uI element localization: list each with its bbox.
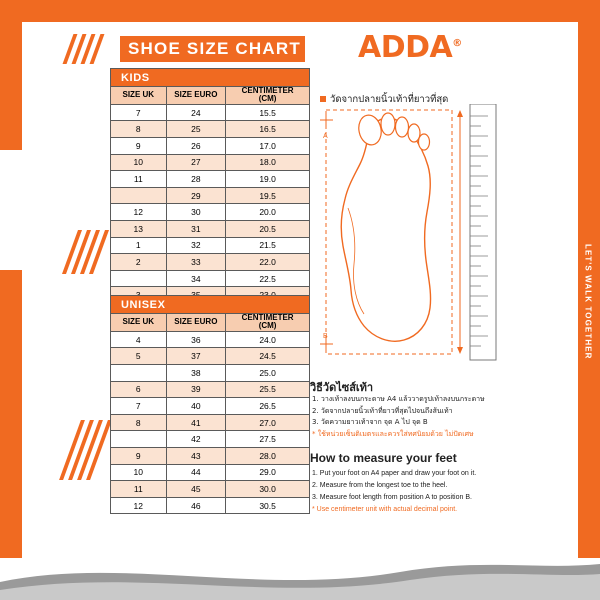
svg-text:A: A: [323, 133, 328, 140]
table-cell: 25.5: [226, 381, 310, 398]
table-row: [111, 364, 310, 381]
howto-en-note: * Use centimeter unit with actual decimal point.: [312, 505, 458, 513]
table-cell: 22.0: [226, 254, 310, 271]
table-row: [111, 104, 310, 121]
table-cell: 11: [111, 171, 167, 188]
table-row: [111, 398, 310, 415]
table-row: [111, 137, 310, 154]
table-cell: 13: [111, 220, 167, 237]
howto-steps-en: [312, 468, 522, 516]
table-cell: 33: [166, 254, 226, 271]
table-cell: 7: [111, 104, 167, 121]
table-cell: 6: [111, 381, 167, 398]
unisex-table-body: [111, 296, 310, 514]
table-cell: 44: [166, 464, 226, 481]
table-row: [111, 187, 310, 204]
table-header-row: [111, 314, 310, 332]
table-cell: 43: [166, 447, 226, 464]
table-row: [111, 121, 310, 138]
column-header: SIZE EURO: [166, 314, 226, 332]
table-cell: 40: [166, 398, 226, 415]
foot-caption-text: วัดจากปลายนิ้วเท้าที่ยาวที่สุด: [330, 94, 449, 105]
frame-top-bar: [0, 0, 600, 22]
table-cell: 29: [166, 187, 226, 204]
frame-left-notch: [0, 150, 22, 270]
table-cell: 24.0: [226, 331, 310, 348]
column-header: CENTIMETER (CM): [226, 314, 310, 332]
table-row: [111, 154, 310, 171]
table-row: [111, 220, 310, 237]
howto-th-step: 3. วัดความยาวเท้าจาก จุด A ไป จุด B: [312, 418, 428, 427]
column-header: CENTIMETER (CM): [226, 87, 310, 105]
table-cell: [111, 364, 167, 381]
table-cell: 28: [166, 171, 226, 188]
table-cell: 27.0: [226, 414, 310, 431]
table-row: [111, 481, 310, 498]
table-cell: 9: [111, 447, 167, 464]
frame-left-bar: [0, 0, 22, 560]
table-cell: 22.5: [226, 270, 310, 287]
table-header-row: [111, 87, 310, 105]
column-header: SIZE UK: [111, 87, 167, 105]
table-row: [111, 464, 310, 481]
table-row: [111, 171, 310, 188]
table-cell: 2: [111, 254, 167, 271]
registered-mark: ®: [452, 38, 462, 49]
table-cell: 27.5: [226, 431, 310, 448]
table-cell: 42: [166, 431, 226, 448]
table-row: [111, 254, 310, 271]
table-cell: 1: [111, 237, 167, 254]
page-title: SHOE SIZE CHART: [128, 39, 301, 58]
square-bullet-icon: [320, 96, 326, 102]
footer-wave: [0, 552, 600, 600]
howto-title-th: วิธีวัดไซส์เท้า: [310, 381, 374, 394]
table-cell: 30.5: [226, 497, 310, 514]
table-cell: 11: [111, 481, 167, 498]
table-category-label: UNISEX: [111, 296, 310, 314]
table-row: [111, 204, 310, 221]
table-cell: 24.5: [226, 348, 310, 365]
table-cell: 26: [166, 137, 226, 154]
column-header: SIZE UK: [111, 314, 167, 332]
stripe-decoration-mid-left: [70, 230, 110, 274]
table-cell: 39: [166, 381, 226, 398]
table-cell: 37: [166, 348, 226, 365]
table-cell: 12: [111, 497, 167, 514]
table-row: [111, 431, 310, 448]
table-row: [111, 348, 310, 365]
table-cell: 34: [166, 270, 226, 287]
table-cell: 36: [166, 331, 226, 348]
table-row: [111, 270, 310, 287]
table-cell: 31: [166, 220, 226, 237]
kids-table-body: [111, 69, 310, 304]
column-header: SIZE EURO: [166, 87, 226, 105]
table-cell: 15.5: [226, 104, 310, 121]
table-category-label: KIDS: [111, 69, 310, 87]
kids-size-table: [110, 68, 310, 304]
table-cell: [111, 270, 167, 287]
table-cell: 38: [166, 364, 226, 381]
table-cell: 12: [111, 204, 167, 221]
table-cell: 24: [166, 104, 226, 121]
table-cell: 28.0: [226, 447, 310, 464]
table-category-row: [111, 69, 310, 87]
table-cell: 30: [166, 204, 226, 221]
table-cell: 45: [166, 481, 226, 498]
table-cell: 19.5: [226, 187, 310, 204]
table-cell: 29.0: [226, 464, 310, 481]
howto-en-step: 1. Put your foot on A4 paper and draw your foot on it.: [312, 470, 477, 477]
table-row: [111, 497, 310, 514]
table-cell: 17.0: [226, 137, 310, 154]
howto-steps-th: [312, 394, 512, 440]
table-cell: 20.5: [226, 220, 310, 237]
table-cell: 16.5: [226, 121, 310, 138]
howto-en-step: 2. Measure from the longest toe to the heel.: [312, 481, 448, 489]
stripe-decoration-top-left: [68, 34, 108, 64]
table-cell: 7: [111, 398, 167, 415]
table-cell: 25: [166, 121, 226, 138]
table-cell: 26.5: [226, 398, 310, 415]
unisex-size-table: [110, 295, 310, 514]
howto-en-step: 3. Measure foot length from position A to position B.: [312, 493, 472, 501]
table-cell: 19.0: [226, 171, 310, 188]
table-category-row: [111, 296, 310, 314]
table-cell: 30.0: [226, 481, 310, 498]
table-cell: 46: [166, 497, 226, 514]
table-cell: 8: [111, 121, 167, 138]
table-row: [111, 447, 310, 464]
table-cell: 41: [166, 414, 226, 431]
table-cell: 32: [166, 237, 226, 254]
howto-title-en: How to measure your feet: [310, 451, 457, 465]
howto-th-step: 2. วัดจากปลายนิ้วเท้าที่ยาวที่สุดไปจนถึงส้นเท้า: [312, 406, 453, 415]
table-cell: 21.5: [226, 237, 310, 254]
table-cell: 10: [111, 154, 167, 171]
table-row: [111, 331, 310, 348]
brand-name: ADDA: [358, 30, 453, 65]
table-cell: 18.0: [226, 154, 310, 171]
table-cell: 8: [111, 414, 167, 431]
table-row: [111, 237, 310, 254]
table-cell: 10: [111, 464, 167, 481]
foot-diagram-svg: [320, 104, 498, 362]
table-cell: 9: [111, 137, 167, 154]
stripe-decoration-bottom-left: [70, 420, 110, 480]
table-cell: 20.0: [226, 204, 310, 221]
side-tagline: LET'S WALK TOGETHER: [583, 244, 593, 360]
svg-text:B: B: [323, 333, 328, 340]
table-cell: 25.0: [226, 364, 310, 381]
howto-th-note: * ใช้หน่วยเซ็นติเมตรและควรใส่ทศนิยมด้วย ไม่ปัดเศษ: [312, 429, 474, 438]
table-cell: [111, 187, 167, 204]
table-cell: [111, 431, 167, 448]
table-cell: 5: [111, 348, 167, 365]
foot-diagram: [320, 104, 498, 362]
table-cell: 27: [166, 154, 226, 171]
howto-th-step: 1. วางเท้าลงบนกระดาษ A4 แล้ววาดรูปเท้าลงบนกระดาษ: [312, 395, 485, 403]
table-cell: 4: [111, 331, 167, 348]
brand-logo: [358, 30, 462, 65]
table-row: [111, 414, 310, 431]
table-row: [111, 381, 310, 398]
